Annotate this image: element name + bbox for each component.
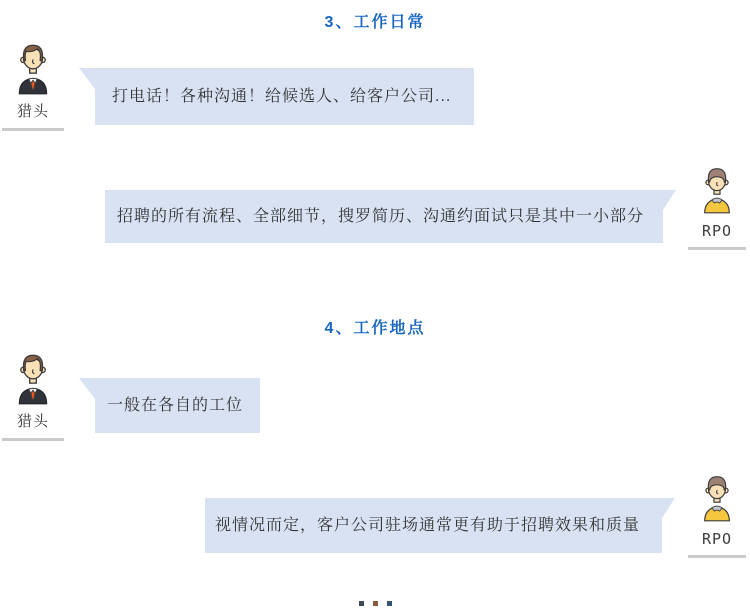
label-underline	[688, 247, 746, 250]
speaker-label-rpo: RPO	[701, 222, 733, 240]
bubble-text: 打电话！各种沟通！给候选人、给客户公司...	[112, 87, 452, 105]
speech-bubble-rpo-2	[205, 498, 662, 553]
bubble-text: 视情况而定，客户公司驻场通常更有助于招聘效果和质量	[215, 516, 641, 534]
rpo-avatar-icon	[699, 166, 735, 214]
headhunter-avatar-icon	[13, 42, 53, 95]
speaker-label-headhunter: 猎头	[16, 103, 49, 120]
speaker-rpo	[688, 474, 746, 558]
headhunter-avatar-icon	[13, 352, 53, 405]
cutoff-icons-row	[359, 601, 392, 606]
cutoff-square-icon	[387, 601, 392, 606]
bubble-text: 招聘的所有流程、全部细节，搜罗简历、沟通约面试只是其中一小部分	[117, 207, 645, 225]
speaker-label-rpo: RPO	[701, 530, 733, 548]
label-underline	[688, 555, 746, 558]
rpo-avatar-icon	[699, 474, 735, 522]
speech-bubble-headhunter-1	[95, 68, 474, 125]
cutoff-square-icon	[359, 601, 364, 606]
speaker-headhunter	[2, 42, 64, 131]
speech-bubble-rpo-1	[105, 190, 663, 243]
cutoff-square-icon	[373, 601, 378, 606]
speech-bubble-headhunter-2	[95, 378, 260, 433]
section-title-work-routine: 3、工作日常	[324, 14, 426, 31]
speaker-rpo	[688, 166, 746, 250]
label-underline	[2, 438, 64, 441]
section-title-work-location: 4、工作地点	[324, 320, 426, 337]
speaker-label-headhunter: 猎头	[16, 413, 49, 430]
bubble-text: 一般在各自的工位	[107, 396, 244, 414]
speaker-headhunter	[2, 352, 64, 441]
label-underline	[2, 128, 64, 131]
